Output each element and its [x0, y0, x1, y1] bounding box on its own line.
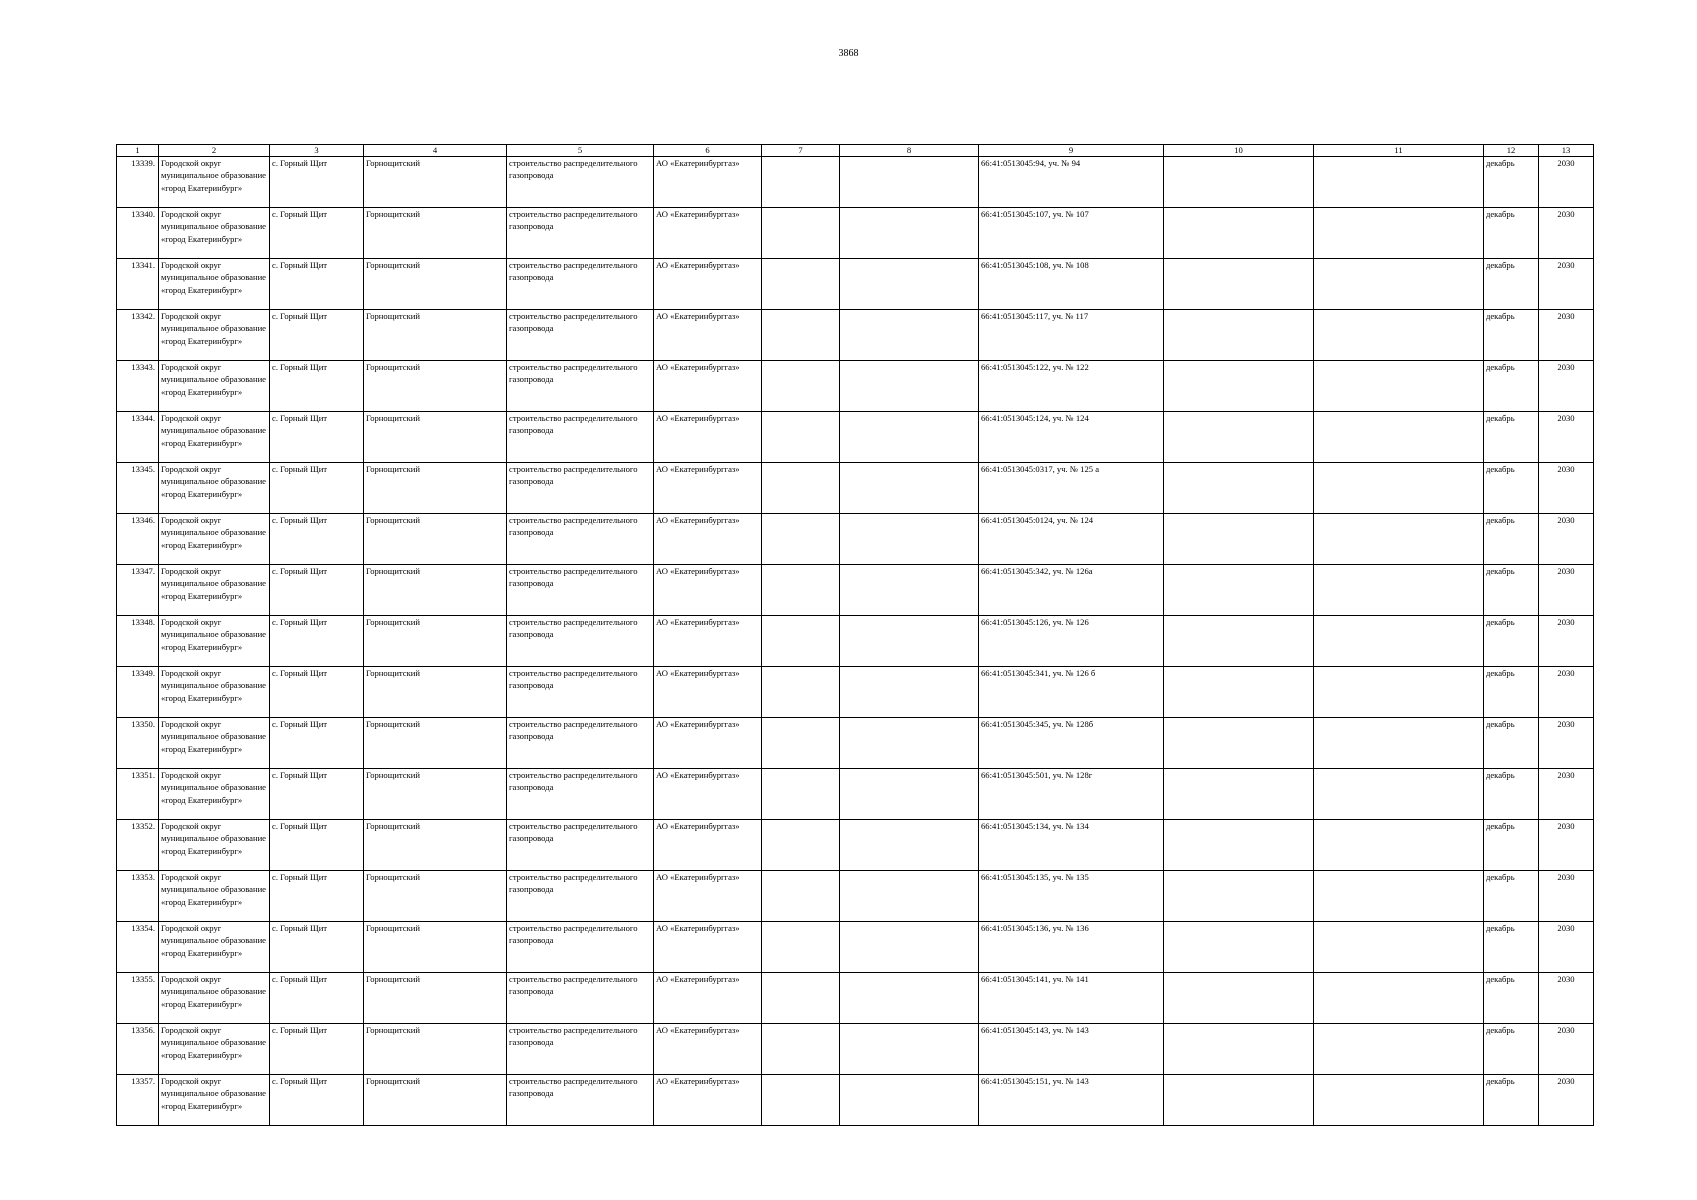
- year-cell: 2030: [1539, 412, 1594, 463]
- cadastral-number-cell: 66:41:0513045:136, уч. № 136: [979, 922, 1164, 973]
- header-row: [117, 145, 1594, 157]
- district-cell: Горнощитский: [364, 922, 507, 973]
- column-10-cell: [1164, 871, 1314, 922]
- organization-cell: АО «Екатеринбурггаз»: [654, 310, 762, 361]
- column-10-cell: [1164, 412, 1314, 463]
- organization-cell: АО «Екатеринбурггаз»: [654, 565, 762, 616]
- column-8-cell: [840, 157, 979, 208]
- column-8-cell: [840, 310, 979, 361]
- settlement-cell: с. Горный Щит: [270, 973, 364, 1024]
- row-number-cell: 13353.: [117, 871, 159, 922]
- month-cell: декабрь: [1484, 412, 1539, 463]
- column-8-cell: [840, 667, 979, 718]
- work-type-cell: строительство распределительного газопровода: [507, 412, 654, 463]
- work-type-cell: строительство распределительного газопровода: [507, 973, 654, 1024]
- column-11-cell: [1314, 361, 1484, 412]
- table-row: [117, 412, 1594, 463]
- column-header: 8: [840, 145, 979, 157]
- organization-cell: АО «Екатеринбурггаз»: [654, 157, 762, 208]
- district-cell: Горнощитский: [364, 1024, 507, 1075]
- cadastral-number-cell: 66:41:0513045:151, уч. № 143: [979, 1075, 1164, 1126]
- column-8-cell: [840, 208, 979, 259]
- municipality-cell: Городской округ муниципальное образование «город Екатеринбург»: [159, 208, 270, 259]
- column-header: 5: [507, 145, 654, 157]
- month-cell: декабрь: [1484, 259, 1539, 310]
- municipality-cell: Городской округ муниципальное образование «город Екатеринбург»: [159, 667, 270, 718]
- column-header: 4: [364, 145, 507, 157]
- district-cell: Горнощитский: [364, 412, 507, 463]
- municipality-cell: Городской округ муниципальное образование «город Екатеринбург»: [159, 973, 270, 1024]
- month-cell: декабрь: [1484, 157, 1539, 208]
- column-header: 2: [159, 145, 270, 157]
- year-cell: 2030: [1539, 463, 1594, 514]
- table-row: [117, 259, 1594, 310]
- column-7-cell: [762, 1024, 840, 1075]
- settlement-cell: с. Горный Щит: [270, 310, 364, 361]
- column-7-cell: [762, 769, 840, 820]
- municipality-cell: Городской округ муниципальное образование «город Екатеринбург»: [159, 1024, 270, 1075]
- month-cell: декабрь: [1484, 565, 1539, 616]
- column-10-cell: [1164, 667, 1314, 718]
- column-header: 10: [1164, 145, 1314, 157]
- cadastral-number-cell: 66:41:0513045:124, уч. № 124: [979, 412, 1164, 463]
- cadastral-number-cell: 66:41:0513045:108, уч. № 108: [979, 259, 1164, 310]
- work-type-cell: строительство распределительного газопровода: [507, 259, 654, 310]
- year-cell: 2030: [1539, 208, 1594, 259]
- municipality-cell: Городской округ муниципальное образование «город Екатеринбург»: [159, 157, 270, 208]
- organization-cell: АО «Екатеринбурггаз»: [654, 718, 762, 769]
- cadastral-number-cell: 66:41:0513045:134, уч. № 134: [979, 820, 1164, 871]
- table-row: [117, 310, 1594, 361]
- column-10-cell: [1164, 259, 1314, 310]
- month-cell: декабрь: [1484, 616, 1539, 667]
- cadastral-number-cell: 66:41:0513045:341, уч. № 126 б: [979, 667, 1164, 718]
- row-number-cell: 13356.: [117, 1024, 159, 1075]
- table-row: [117, 922, 1594, 973]
- year-cell: 2030: [1539, 157, 1594, 208]
- municipality-cell: Городской округ муниципальное образование «город Екатеринбург»: [159, 1075, 270, 1126]
- municipality-cell: Городской округ муниципальное образование «город Екатеринбург»: [159, 310, 270, 361]
- year-cell: 2030: [1539, 922, 1594, 973]
- municipality-cell: Городской округ муниципальное образование «город Екатеринбург»: [159, 718, 270, 769]
- district-cell: Горнощитский: [364, 769, 507, 820]
- municipality-cell: Городской округ муниципальное образование «город Екатеринбург»: [159, 922, 270, 973]
- column-11-cell: [1314, 565, 1484, 616]
- table-row: [117, 361, 1594, 412]
- district-cell: Горнощитский: [364, 565, 507, 616]
- year-cell: 2030: [1539, 361, 1594, 412]
- row-number-cell: 13347.: [117, 565, 159, 616]
- column-header: 12: [1484, 145, 1539, 157]
- table-row: [117, 463, 1594, 514]
- settlement-cell: с. Горный Щит: [270, 1024, 364, 1075]
- work-type-cell: строительство распределительного газопровода: [507, 514, 654, 565]
- settlement-cell: с. Горный Щит: [270, 871, 364, 922]
- column-7-cell: [762, 412, 840, 463]
- year-cell: 2030: [1539, 514, 1594, 565]
- column-11-cell: [1314, 769, 1484, 820]
- month-cell: декабрь: [1484, 1075, 1539, 1126]
- district-cell: Горнощитский: [364, 667, 507, 718]
- row-number-cell: 13344.: [117, 412, 159, 463]
- settlement-cell: с. Горный Щит: [270, 208, 364, 259]
- organization-cell: АО «Екатеринбурггаз»: [654, 769, 762, 820]
- year-cell: 2030: [1539, 1075, 1594, 1126]
- month-cell: декабрь: [1484, 973, 1539, 1024]
- row-number-cell: 13354.: [117, 922, 159, 973]
- organization-cell: АО «Екатеринбурггаз»: [654, 514, 762, 565]
- organization-cell: АО «Екатеринбурггаз»: [654, 1075, 762, 1126]
- column-11-cell: [1314, 208, 1484, 259]
- column-10-cell: [1164, 616, 1314, 667]
- column-7-cell: [762, 463, 840, 514]
- settlement-cell: с. Горный Щит: [270, 361, 364, 412]
- municipality-cell: Городской округ муниципальное образование «город Екатеринбург»: [159, 616, 270, 667]
- month-cell: декабрь: [1484, 310, 1539, 361]
- municipality-cell: Городской округ муниципальное образование «город Екатеринбург»: [159, 463, 270, 514]
- year-cell: 2030: [1539, 310, 1594, 361]
- month-cell: декабрь: [1484, 718, 1539, 769]
- year-cell: 2030: [1539, 769, 1594, 820]
- cadastral-number-cell: 66:41:0513045:501, уч. № 128г: [979, 769, 1164, 820]
- municipality-cell: Городской округ муниципальное образование «город Екатеринбург»: [159, 871, 270, 922]
- column-7-cell: [762, 616, 840, 667]
- organization-cell: АО «Екатеринбурггаз»: [654, 616, 762, 667]
- table-row: [117, 514, 1594, 565]
- column-8-cell: [840, 412, 979, 463]
- cadastral-number-cell: 66:41:0513045:342, уч. № 126а: [979, 565, 1164, 616]
- district-cell: Горнощитский: [364, 973, 507, 1024]
- year-cell: 2030: [1539, 871, 1594, 922]
- column-8-cell: [840, 1075, 979, 1126]
- cadastral-number-cell: 66:41:0513045:126, уч. № 126: [979, 616, 1164, 667]
- table-row: [117, 667, 1594, 718]
- work-type-cell: строительство распределительного газопровода: [507, 157, 654, 208]
- column-7-cell: [762, 157, 840, 208]
- year-cell: 2030: [1539, 565, 1594, 616]
- month-cell: декабрь: [1484, 514, 1539, 565]
- column-8-cell: [840, 922, 979, 973]
- work-type-cell: строительство распределительного газопровода: [507, 922, 654, 973]
- settlement-cell: с. Горный Щит: [270, 514, 364, 565]
- organization-cell: АО «Екатеринбурггаз»: [654, 922, 762, 973]
- column-10-cell: [1164, 208, 1314, 259]
- work-type-cell: строительство распределительного газопровода: [507, 871, 654, 922]
- month-cell: декабрь: [1484, 1024, 1539, 1075]
- organization-cell: АО «Екатеринбурггаз»: [654, 871, 762, 922]
- column-7-cell: [762, 667, 840, 718]
- column-7-cell: [762, 922, 840, 973]
- settlement-cell: с. Горный Щит: [270, 769, 364, 820]
- settlement-cell: с. Горный Щит: [270, 1075, 364, 1126]
- year-cell: 2030: [1539, 259, 1594, 310]
- column-7-cell: [762, 973, 840, 1024]
- column-8-cell: [840, 259, 979, 310]
- settlement-cell: с. Горный Щит: [270, 820, 364, 871]
- municipality-cell: Городской округ муниципальное образование «город Екатеринбург»: [159, 769, 270, 820]
- column-11-cell: [1314, 310, 1484, 361]
- year-cell: 2030: [1539, 1024, 1594, 1075]
- municipality-cell: Городской округ муниципальное образование «город Екатеринбург»: [159, 412, 270, 463]
- column-10-cell: [1164, 310, 1314, 361]
- column-header: 9: [979, 145, 1164, 157]
- table-row: [117, 820, 1594, 871]
- table-row: [117, 208, 1594, 259]
- column-7-cell: [762, 259, 840, 310]
- organization-cell: АО «Екатеринбурггаз»: [654, 208, 762, 259]
- month-cell: декабрь: [1484, 361, 1539, 412]
- column-header: 11: [1314, 145, 1484, 157]
- row-number-cell: 13351.: [117, 769, 159, 820]
- settlement-cell: с. Горный Щит: [270, 463, 364, 514]
- work-type-cell: строительство распределительного газопровода: [507, 667, 654, 718]
- column-11-cell: [1314, 616, 1484, 667]
- row-number-cell: 13339.: [117, 157, 159, 208]
- settlement-cell: с. Горный Щит: [270, 259, 364, 310]
- year-cell: 2030: [1539, 820, 1594, 871]
- district-cell: Горнощитский: [364, 208, 507, 259]
- district-cell: Горнощитский: [364, 463, 507, 514]
- table-header: [117, 145, 1594, 157]
- column-10-cell: [1164, 514, 1314, 565]
- column-10-cell: [1164, 463, 1314, 514]
- column-8-cell: [840, 820, 979, 871]
- row-number-cell: 13350.: [117, 718, 159, 769]
- work-type-cell: строительство распределительного газопровода: [507, 310, 654, 361]
- cadastral-number-cell: 66:41:0513045:141, уч. № 141: [979, 973, 1164, 1024]
- column-8-cell: [840, 565, 979, 616]
- work-type-cell: строительство распределительного газопровода: [507, 1024, 654, 1075]
- district-cell: Горнощитский: [364, 259, 507, 310]
- row-number-cell: 13346.: [117, 514, 159, 565]
- district-cell: Горнощитский: [364, 310, 507, 361]
- column-8-cell: [840, 718, 979, 769]
- settlement-cell: с. Горный Щит: [270, 922, 364, 973]
- organization-cell: АО «Екатеринбурггаз»: [654, 973, 762, 1024]
- column-header: 13: [1539, 145, 1594, 157]
- row-number-cell: 13357.: [117, 1075, 159, 1126]
- cadastral-number-cell: 66:41:0513045:107, уч. № 107: [979, 208, 1164, 259]
- column-11-cell: [1314, 973, 1484, 1024]
- organization-cell: АО «Екатеринбурггаз»: [654, 820, 762, 871]
- column-11-cell: [1314, 259, 1484, 310]
- settlement-cell: с. Горный Щит: [270, 667, 364, 718]
- district-cell: Горнощитский: [364, 157, 507, 208]
- work-type-cell: строительство распределительного газопровода: [507, 565, 654, 616]
- column-11-cell: [1314, 1024, 1484, 1075]
- month-cell: декабрь: [1484, 922, 1539, 973]
- district-cell: Горнощитский: [364, 361, 507, 412]
- table-row: [117, 973, 1594, 1024]
- cadastral-number-cell: 66:41:0513045:135, уч. № 135: [979, 871, 1164, 922]
- month-cell: декабрь: [1484, 769, 1539, 820]
- column-11-cell: [1314, 412, 1484, 463]
- year-cell: 2030: [1539, 973, 1594, 1024]
- column-11-cell: [1314, 820, 1484, 871]
- settlement-cell: с. Горный Щит: [270, 157, 364, 208]
- cadastral-number-cell: 66:41:0513045:117, уч. № 117: [979, 310, 1164, 361]
- column-10-cell: [1164, 820, 1314, 871]
- work-type-cell: строительство распределительного газопровода: [507, 820, 654, 871]
- municipality-cell: Городской округ муниципальное образование «город Екатеринбург»: [159, 259, 270, 310]
- page-number: 3868: [838, 48, 859, 59]
- settlement-cell: с. Горный Щит: [270, 616, 364, 667]
- month-cell: декабрь: [1484, 208, 1539, 259]
- cadastral-number-cell: 66:41:0513045:0124, уч. № 124: [979, 514, 1164, 565]
- column-10-cell: [1164, 973, 1314, 1024]
- column-10-cell: [1164, 718, 1314, 769]
- district-cell: Горнощитский: [364, 820, 507, 871]
- work-type-cell: строительство распределительного газопровода: [507, 769, 654, 820]
- table-row: [117, 718, 1594, 769]
- month-cell: декабрь: [1484, 871, 1539, 922]
- municipality-cell: Городской округ муниципальное образование «город Екатеринбург»: [159, 820, 270, 871]
- column-header: 7: [762, 145, 840, 157]
- column-header: 1: [117, 145, 159, 157]
- organization-cell: АО «Екатеринбурггаз»: [654, 463, 762, 514]
- table-body: [117, 157, 1594, 1126]
- column-10-cell: [1164, 922, 1314, 973]
- column-11-cell: [1314, 463, 1484, 514]
- work-type-cell: строительство распределительного газопровода: [507, 361, 654, 412]
- column-7-cell: [762, 565, 840, 616]
- column-8-cell: [840, 1024, 979, 1075]
- column-11-cell: [1314, 667, 1484, 718]
- column-7-cell: [762, 361, 840, 412]
- district-cell: Горнощитский: [364, 514, 507, 565]
- table-row: [117, 1075, 1594, 1126]
- work-type-cell: строительство распределительного газопровода: [507, 718, 654, 769]
- row-number-cell: 13341.: [117, 259, 159, 310]
- column-11-cell: [1314, 718, 1484, 769]
- row-number-cell: 13349.: [117, 667, 159, 718]
- cadastral-number-cell: 66:41:0513045:94, уч. № 94: [979, 157, 1164, 208]
- column-8-cell: [840, 514, 979, 565]
- row-number-cell: 13355.: [117, 973, 159, 1024]
- column-8-cell: [840, 463, 979, 514]
- table-row: [117, 157, 1594, 208]
- column-8-cell: [840, 871, 979, 922]
- row-number-cell: 13343.: [117, 361, 159, 412]
- year-cell: 2030: [1539, 667, 1594, 718]
- cadastral-number-cell: 66:41:0513045:122, уч. № 122: [979, 361, 1164, 412]
- district-cell: Горнощитский: [364, 1075, 507, 1126]
- table-row: [117, 616, 1594, 667]
- month-cell: декабрь: [1484, 667, 1539, 718]
- organization-cell: АО «Екатеринбурггаз»: [654, 361, 762, 412]
- year-cell: 2030: [1539, 616, 1594, 667]
- work-type-cell: строительство распределительного газопровода: [507, 208, 654, 259]
- column-11-cell: [1314, 922, 1484, 973]
- column-11-cell: [1314, 514, 1484, 565]
- column-7-cell: [762, 871, 840, 922]
- column-10-cell: [1164, 769, 1314, 820]
- organization-cell: АО «Екатеринбурггаз»: [654, 1024, 762, 1075]
- district-cell: Горнощитский: [364, 718, 507, 769]
- column-10-cell: [1164, 565, 1314, 616]
- column-10-cell: [1164, 1075, 1314, 1126]
- column-8-cell: [840, 616, 979, 667]
- organization-cell: АО «Екатеринбурггаз»: [654, 412, 762, 463]
- column-10-cell: [1164, 361, 1314, 412]
- row-number-cell: 13342.: [117, 310, 159, 361]
- column-7-cell: [762, 514, 840, 565]
- column-11-cell: [1314, 157, 1484, 208]
- column-11-cell: [1314, 1075, 1484, 1126]
- settlement-cell: с. Горный Щит: [270, 565, 364, 616]
- table-row: [117, 565, 1594, 616]
- cadastral-number-cell: 66:41:0513045:345, уч. № 128б: [979, 718, 1164, 769]
- column-header: 6: [654, 145, 762, 157]
- column-8-cell: [840, 973, 979, 1024]
- settlement-cell: с. Горный Щит: [270, 718, 364, 769]
- municipality-cell: Городской округ муниципальное образование «город Екатеринбург»: [159, 565, 270, 616]
- district-cell: Горнощитский: [364, 871, 507, 922]
- row-number-cell: 13348.: [117, 616, 159, 667]
- table-row: [117, 769, 1594, 820]
- month-cell: декабрь: [1484, 463, 1539, 514]
- municipality-cell: Городской округ муниципальное образование «город Екатеринбург»: [159, 514, 270, 565]
- year-cell: 2030: [1539, 718, 1594, 769]
- column-header: 3: [270, 145, 364, 157]
- column-8-cell: [840, 769, 979, 820]
- cadastral-number-cell: 66:41:0513045:143, уч. № 143: [979, 1024, 1164, 1075]
- column-7-cell: [762, 820, 840, 871]
- column-8-cell: [840, 361, 979, 412]
- work-type-cell: строительство распределительного газопровода: [507, 463, 654, 514]
- column-11-cell: [1314, 871, 1484, 922]
- municipality-cell: Городской округ муниципальное образование «город Екатеринбург»: [159, 361, 270, 412]
- column-7-cell: [762, 208, 840, 259]
- column-7-cell: [762, 310, 840, 361]
- column-10-cell: [1164, 1024, 1314, 1075]
- district-cell: Горнощитский: [364, 616, 507, 667]
- settlement-cell: с. Горный Щит: [270, 412, 364, 463]
- organization-cell: АО «Екатеринбурггаз»: [654, 259, 762, 310]
- cadastral-number-cell: 66:41:0513045:0317, уч. № 125 а: [979, 463, 1164, 514]
- row-number-cell: 13340.: [117, 208, 159, 259]
- column-7-cell: [762, 718, 840, 769]
- month-cell: декабрь: [1484, 820, 1539, 871]
- work-type-cell: строительство распределительного газопровода: [507, 1075, 654, 1126]
- organization-cell: АО «Екатеринбурггаз»: [654, 667, 762, 718]
- column-7-cell: [762, 1075, 840, 1126]
- work-type-cell: строительство распределительного газопровода: [507, 616, 654, 667]
- table-row: [117, 1024, 1594, 1075]
- register-table: [116, 144, 1594, 1126]
- row-number-cell: 13352.: [117, 820, 159, 871]
- column-10-cell: [1164, 157, 1314, 208]
- table-row: [117, 871, 1594, 922]
- row-number-cell: 13345.: [117, 463, 159, 514]
